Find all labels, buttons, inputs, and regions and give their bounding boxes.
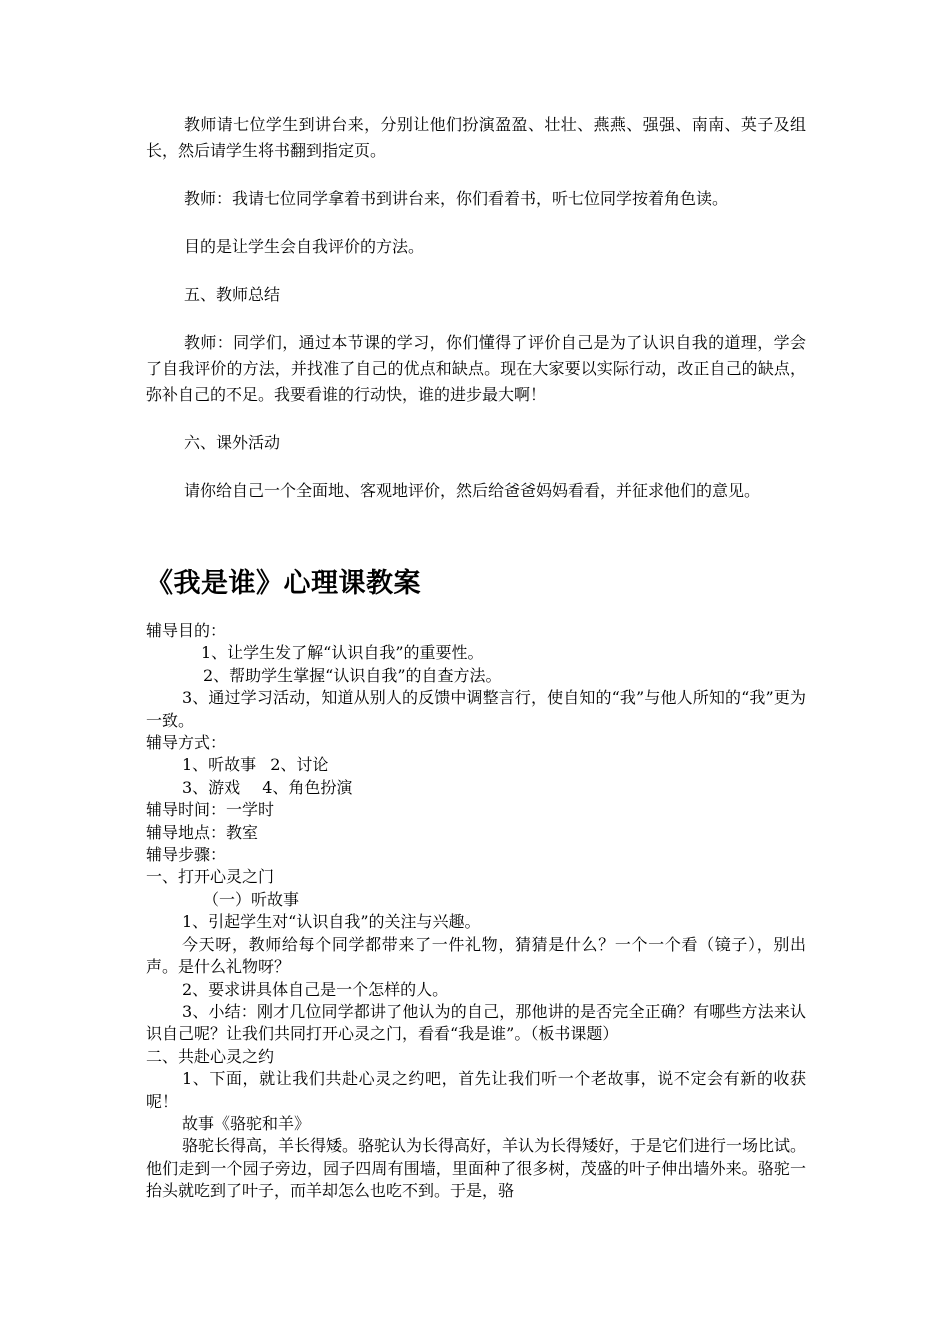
method-heading: 辅导方式： [146,733,227,753]
paragraph-extracurricular: 请你给自己一个全面地、客观地评价，然后给爸爸妈妈看看，并征求他们的意见。 [184,481,761,500]
step1-paragraph: 3、小结：刚才几位同学都讲了他认为的自己，那他讲的是否完全正确？有哪些方法来认识自己呢？让我们共同打开心灵之门，看看“我是谁”。（板书课题） [146,1001,806,1044]
method-row [146,754,806,776]
place-line: 辅导地点：教室 [146,822,259,842]
method-item: 4、角色扮演 [262,777,353,797]
method-row [146,777,806,799]
purpose-heading: 辅导目的： [146,621,227,640]
purpose-item: 2、帮助学生掌握“认识自我”的自查方法。 [203,665,502,685]
purpose-item: 1、让学生发了解“认识自我”的重要性。 [201,643,484,663]
story-title: 故事《骆驼和羊》 [182,1113,311,1133]
paragraph-purpose: 目的是让学生会自我评价的方法。 [184,237,425,256]
step1-heading: 一、打开心灵之门 [146,867,275,887]
step1-subheading: （一）听故事 [203,889,300,909]
heading-extracurricular: 六、课外活动 [184,433,281,452]
lesson-title: 《我是谁》心理课教案 [146,568,421,599]
purpose-item: 3、通过学习活动，知道从别人的反馈中调整言行，使自知的“我”与他人所知的“我”更为一致。 [146,688,806,730]
lesson-continuation [146,112,806,526]
method-item: 3、游戏 [182,777,241,797]
step1-paragraph: 1、引起学生对“认识自我”的关注与兴趣。 [182,912,481,932]
steps-heading: 辅导步骤： [146,845,227,865]
heading-teacher-summary: 五、教师总结 [184,285,281,304]
step1-paragraph: 2、要求讲具体自己是一个怎样的人。 [182,979,449,999]
story-paragraph: 骆驼长得高，羊长得矮。骆驼认为长得高好，羊认为长得矮好，于是它们进行一场比试。他们走到一个园子旁边，园子四周有围墙，里面种了很多树，茂盛的叶子伸出墙外来。骆驼一抬头就吃到了叶子，而羊却怎么也吃不到。于是，骆 [146,1136,807,1201]
time-line: 辅导时间：一学时 [146,800,275,820]
step2-paragraph: 1、下面，就让我们共赴心灵之约吧，首先让我们听一个老故事，说不定会有新的收获呢！ [146,1069,806,1111]
method-item: 2、讨论 [270,755,329,775]
step1-paragraph: 今天呀，教师给每个同学都带来了一件礼物，猜猜是什么？一个一个看（镜子），别出声。是什么礼物呀？ [146,934,806,977]
paragraph-role-play: 教师请七位学生到讲台来，分别让他们扮演盈盈、壮壮、燕燕、强强、南南、英子及组长，然后请学生将书翻到指定页。 [146,115,806,160]
method-item: 1、听故事 [182,755,257,775]
paragraph-teacher-summary: 教师：同学们，通过本节课的学习，你们懂得了评价自己是为了认识自我的道理，学会了自我评价的方法，并找准了自己的优点和缺点。现在大家要以实际行动，改正自己的缺点，弥补自己的不足。我要看谁的行动快，谁的进步最大啊！ [146,333,806,404]
lesson-plan-body [146,620,806,1203]
step2-heading: 二、共赴心灵之约 [146,1046,275,1066]
paragraph-teacher-instruction: 教师：我请七位同学拿着书到讲台来，你们看着书，听七位同学按着角色读。 [184,189,729,208]
